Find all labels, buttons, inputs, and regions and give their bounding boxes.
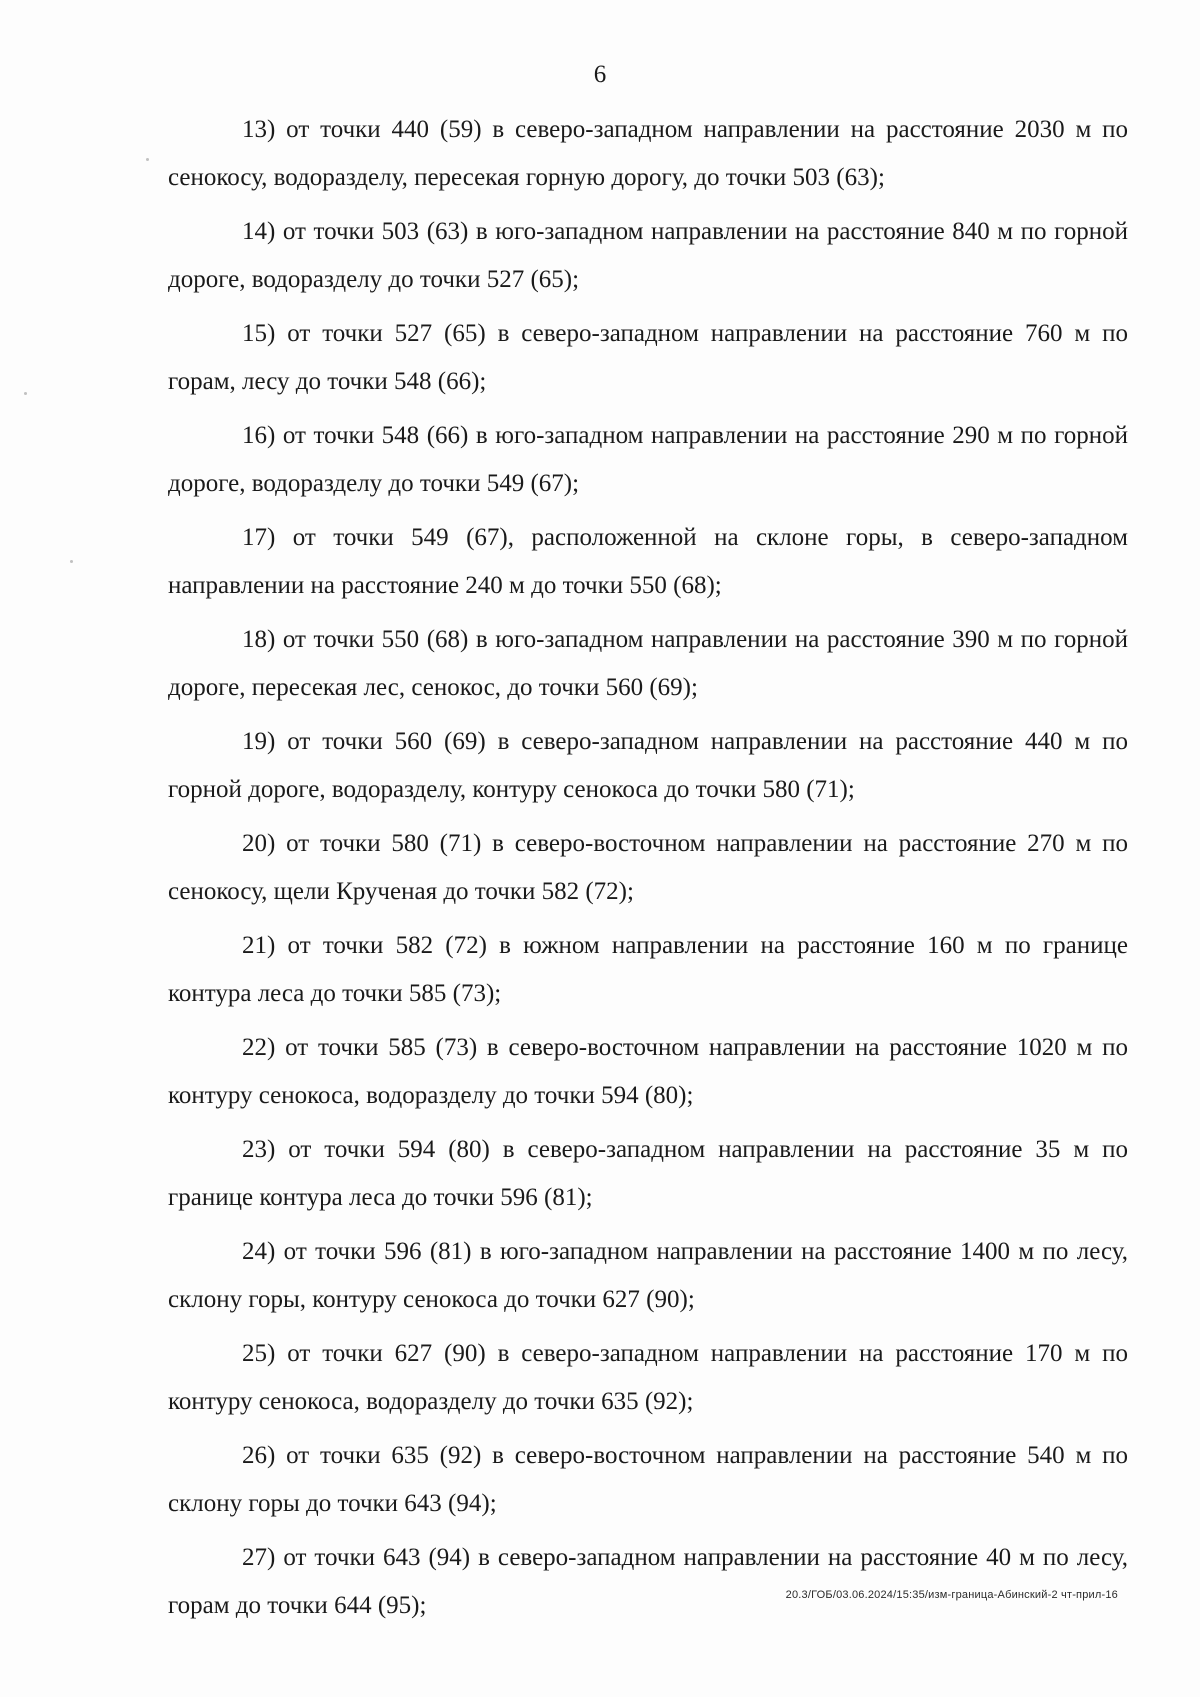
list-item: 14) от точки 503 (63) в юго-западном направлении на расстояние 840 м по горной дороге, водоразделу до точки 527 (65); bbox=[168, 218, 1128, 293]
scan-speck bbox=[24, 392, 27, 395]
list-item: 22) от точки 585 (73) в северо-восточном направлении на расстояние 1020 м по контуру сенокоса, водоразделу до точки 594 (80); bbox=[168, 1034, 1128, 1109]
list-item: 26) от точки 635 (92) в северо-восточном направлении на расстояние 540 м по склону горы до точки 643 (94); bbox=[168, 1442, 1128, 1517]
list-item: 19) от точки 560 (69) в северо-западном направлении на расстояние 440 м по горной дороге, водоразделу, контуру сенокоса до точки 580 (71); bbox=[168, 728, 1128, 803]
list-item: 24) от точки 596 (81) в юго-западном направлении на расстояние 1400 м по лесу, склону горы, контуру сенокоса до точки 627 (90); bbox=[168, 1238, 1128, 1313]
list-item: 16) от точки 548 (66) в юго-западном направлении на расстояние 290 м по горной дороге, водоразделу до точки 549 (67); bbox=[168, 422, 1128, 497]
scan-speck bbox=[146, 158, 149, 161]
document-footer-code: 20.3/ГОБ/03.06.2024/15:35/изм-граница-Абинский-2 чт-прил-16 bbox=[785, 1589, 1118, 1601]
list-item: 20) от точки 580 (71) в северо-восточном направлении на расстояние 270 м по сенокосу, щели Крученая до точки 582 (72); bbox=[168, 830, 1128, 905]
list-item: 13) от точки 440 (59) в северо-западном направлении на расстояние 2030 м по сенокосу, водоразделу, пересекая горную дорогу, до точки 503 (63); bbox=[168, 116, 1128, 191]
list-item: 23) от точки 594 (80) в северо-западном направлении на расстояние 35 м по границе контура леса до точки 596 (81); bbox=[168, 1136, 1128, 1211]
list-item: 21) от точки 582 (72) в южном направлении на расстояние 160 м по границе контура леса до точки 585 (73); bbox=[168, 932, 1128, 1007]
list-item: 27) от точки 643 (94) в северо-западном направлении на расстояние 40 м по лесу, горам до точки 644 (95); bbox=[168, 1544, 1128, 1619]
list-item: 18) от точки 550 (68) в юго-западном направлении на расстояние 390 м по горной дороге, пересекая лес, сенокос, до точки 560 (69); bbox=[168, 626, 1128, 701]
list-item: 15) от точки 527 (65) в северо-западном направлении на расстояние 760 м по горам, лесу до точки 548 (66); bbox=[168, 320, 1128, 395]
page-number: 6 bbox=[593, 61, 607, 88]
list-item: 17) от точки 549 (67), расположенной на склоне горы, в северо-западном направлении на расстояние 240 м до точки 550 (68); bbox=[168, 524, 1128, 599]
scan-speck bbox=[70, 560, 73, 563]
list-item: 25) от точки 627 (90) в северо-западном направлении на расстояние 170 м по контуру сенокоса, водоразделу до точки 635 (92); bbox=[168, 1340, 1128, 1415]
boundary-description-list bbox=[168, 106, 1128, 1636]
